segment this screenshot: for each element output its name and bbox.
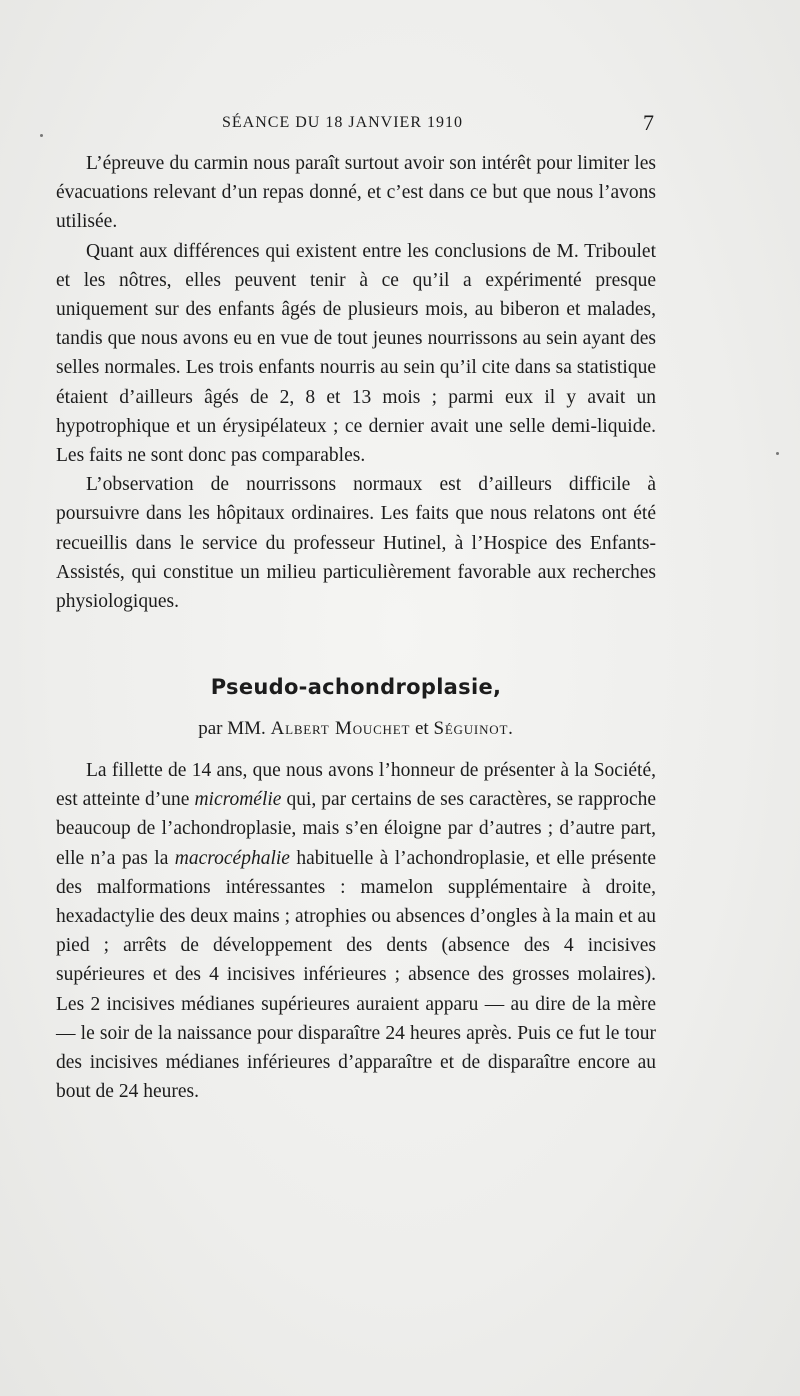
author-name: Séguinot. (433, 718, 514, 739)
page-number: 7 (643, 110, 654, 135)
article-body (56, 756, 656, 1106)
italic-term: micromélie (194, 789, 282, 811)
paragraph (56, 756, 656, 1106)
paragraph: L’observation de nourrissons normaux est d’ailleurs difficile à poursuivre dans les hôpitaux ordinaires. Les faits que nous relatons ont été recueillis dans le service du professeur Hutinel, à l’Hospice des Enfants-Assistés, qui constitue un milieu particulièrement favorable aux recherches physiologiques. (56, 474, 656, 613)
paragraph: L’épreuve du carmin nous paraît surtout avoir son intérêt pour limiter les évacuations relevant d’un repas donné, et c’est dans ce but que nous l’avons utilisée. (56, 153, 656, 233)
text-run: habituelle à l’achondroplasie, et elle présente des malformations intéressantes : mamelon supplémentaire à droite, hexadactylie des deux mains ; atrophies ou absences d’ongles à la main et au pied ; arrêts de développement des dents (absence des 4 incisives supérieures et des 4 incisives inférieures ; absence des grosses molaires). Les 2 incisives médianes supérieures auraient apparu — au dire de la mère — le soir de la naissance pour disparaître 24 heures après. Puis ce fut le tour des incisives médianes inférieures d’apparaître et de disparaître encore au bout de 24 heures. (56, 847, 656, 1103)
ink-speck (776, 452, 779, 455)
italic-term: macrocéphalie (174, 847, 290, 869)
continued-text (56, 149, 656, 616)
article-authors (56, 718, 656, 740)
author-name: Albert Mouchet (270, 718, 411, 739)
text-run: qui, par certains de ses caractères, se rapproche beaucoup de l’achondroplasie, mais s’en éloigne par d’autres ; d’autre part, elle n’a pas la (56, 789, 656, 869)
authors-joiner: et (414, 718, 429, 739)
paragraph: Quant aux différences qui existent entre les conclusions de M. Triboulet et les nôtres, elles peuvent tenir à ce qu’il a expérimenté presque uniquement sur des enfants âgés de plusieurs mois, au biberon et malades, tandis que nous avons eu en vue de tout jeunes nourrissons au sein ayant des selles normales. Les trois enfants nourris au sein qu’il cite dans sa statistique étaient d’ailleurs âgés de 2, 8 et 13 mois ; parmi eux il y avait un hypotrophique et un érysipélateux ; ce dernier avait une selle demi-liquide. Les faits ne sont donc pas comparables. (56, 240, 656, 467)
running-title: SÉANCE DU 18 JANVIER 1910 (222, 114, 463, 131)
article-title: Pseudo-achondroplasie, (210, 675, 502, 699)
text-run: La fillette de 14 ans, que nous avons l’honneur de présenter à la Société, est atteinte d’une (56, 760, 656, 811)
ink-speck (40, 134, 43, 137)
authors-prefix: par MM. (198, 718, 266, 739)
running-head (56, 110, 656, 140)
